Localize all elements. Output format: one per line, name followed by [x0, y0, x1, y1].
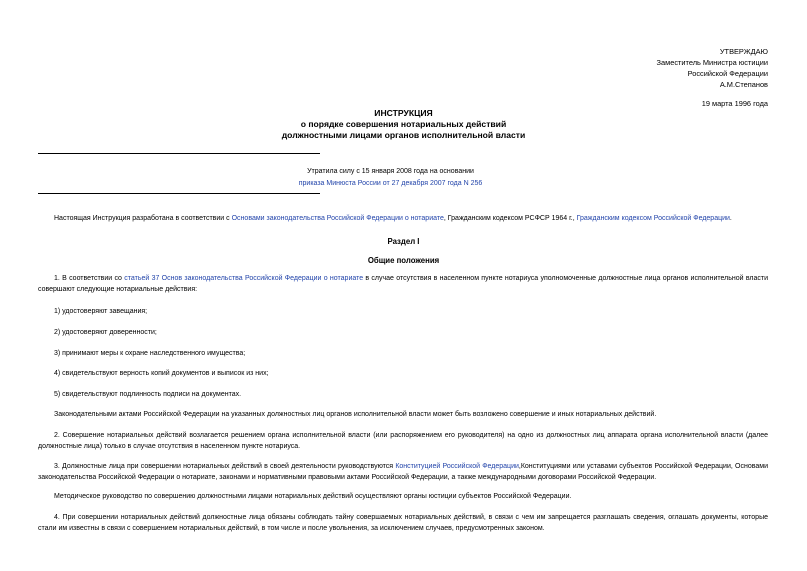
paragraph-acts: Законодательными актами Российской Федерации на указанных должностных лиц органов исполнительной власти может быть возложено совершение и иных нотариальных действий.: [54, 411, 657, 418]
list-item: 2) удостоверяют доверенности;: [54, 329, 157, 336]
paragraph-2: 2. Совершение нотариальных действий возлагается решением органа исполнительной власти (или распоряжением его руководителя) на одно из должностных лиц аппарата органа исполнительной власти (далее должностные лица) только в случае отсутствия в населенном пункте нотариуса.: [38, 432, 768, 451]
paragraph-3: [38, 461, 768, 484]
approval-line: УТВЕРЖДАЮ: [719, 47, 768, 56]
section-subtitle: Общие положения: [367, 256, 440, 265]
section-title: Раздел I: [387, 237, 420, 246]
lost-force-link-line: [38, 180, 743, 187]
civil-code-link[interactable]: Гражданским кодексом Российской Федерации: [576, 215, 730, 222]
paragraph-4: 4. При совершении нотариальных действий должностные лица обязаны соблюдать тайну совершаемых нотариальных действий, в связи с чем им запрещается разглашать сведения, оглашать документы, которые стали им известны в связи с совершением нотариальных действий, в том числе и после увольнения, за исключением случаев, предусмотренных законом.: [38, 514, 768, 533]
intro-paragraph: [38, 213, 768, 224]
paragraph-method: Методическое руководство по совершению должностными лицами нотариальных действий осуществляют органы юстиции субъектов Российской Федерации.: [54, 493, 572, 500]
list-item: 5) свидетельствуют подлинность подписи на документах.: [54, 391, 242, 398]
intro-text: Настоящая Инструкция разработана в соответствии с: [54, 215, 232, 222]
title-line: должностными лицами органов исполнительной власти: [281, 130, 526, 140]
p1-text: 1. В соответствии со: [54, 275, 125, 282]
intro-text: .: [729, 215, 732, 222]
approval-line: Заместитель Министра юстиции: [656, 58, 768, 67]
approval-line: А.М.Степанов: [719, 80, 768, 89]
document-title: [0, 108, 807, 141]
title-line: о порядке совершения нотариальных действий: [300, 119, 507, 129]
divider: [38, 153, 320, 154]
list-item: 3) принимают меры к охране наследственного имущества;: [54, 350, 246, 357]
p3-text: 3. Должностные лица при совершении нотариальных действий в своей деятельности руководствуются: [54, 463, 396, 470]
law-link[interactable]: Основами законодательства Российской Федерации о нотариате: [231, 215, 444, 222]
intro-text: , Гражданским кодексом РСФСР 1964 г.,: [443, 215, 577, 222]
paragraph-1: [38, 273, 768, 296]
constitution-link[interactable]: Конституцией Российской Федерации: [395, 463, 519, 470]
approval-line: Российской Федерации: [687, 69, 768, 78]
p3-text: ,Конституциями или уставами субъектов Российской Федерации, Основами законодательства Российской Федерации о нотариате, законами и нормативными правовыми актами Российской Федерации, а также международными договорами Российской Федерации.: [38, 463, 769, 482]
article-37-link[interactable]: статьей 37 Основ законодательства Российской Федерации о нотариате: [124, 275, 364, 282]
list-item: 1) удостоверяют завещания;: [54, 308, 148, 315]
p1-text: в случае отсутствия в населенном пункте нотариуса уполномоченные должностные лица органов исполнительной власти совершают следующие нотариальные действия:: [38, 275, 768, 294]
list-item: 4) свидетельствуют верность копий документов и выписок из них;: [54, 370, 269, 377]
lost-force-link[interactable]: приказа Минюста России от 27 декабря 2007 года N 256: [298, 180, 483, 187]
title-line: ИНСТРУКЦИЯ: [374, 108, 433, 118]
lost-force-text: Утратила силу с 15 января 2008 года на основании: [307, 168, 474, 175]
approval-date: 19 марта 1996 года: [701, 99, 768, 108]
approval-block: [657, 46, 768, 90]
divider: [38, 193, 320, 194]
